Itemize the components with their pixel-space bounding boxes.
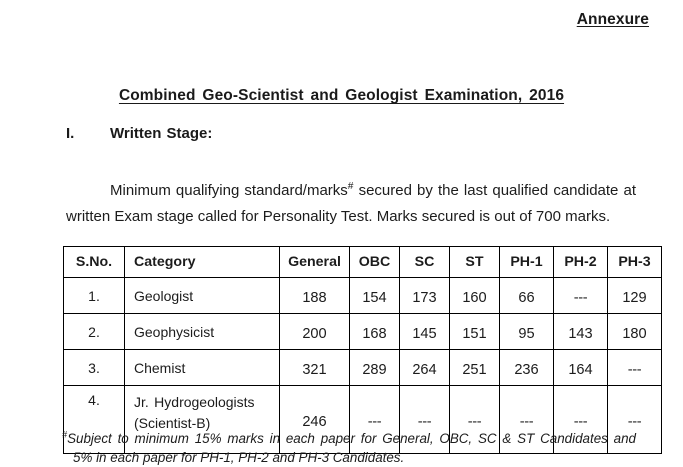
cell-general: 246 [280, 386, 350, 454]
cell-ph2: 143 [554, 314, 608, 350]
table-body [64, 278, 662, 454]
cell-sno: 3. [64, 350, 125, 386]
table-row [64, 314, 662, 350]
cell-general: 188 [280, 278, 350, 314]
cell-ph3: 129 [608, 278, 662, 314]
cell-category-line1: Jr. Hydrogeologists [134, 394, 255, 410]
cell-st: 160 [450, 278, 500, 314]
cell-sno: 1. [64, 278, 125, 314]
cell-obc: 154 [350, 278, 400, 314]
column-header-sno: S.No. [64, 247, 125, 278]
cell-ph2: --- [554, 386, 608, 454]
cell-ph1: --- [500, 386, 554, 454]
table-header [64, 247, 662, 278]
cell-sc: 145 [400, 314, 450, 350]
cell-ph1: 95 [500, 314, 554, 350]
column-header-sc: SC [400, 247, 450, 278]
cell-ph1: 236 [500, 350, 554, 386]
cell-ph3: --- [608, 350, 662, 386]
footnote-line-2: 5% in each paper for PH-1, PH-2 and PH-3 Candidates. [73, 450, 405, 465]
column-header-ph3: PH-3 [608, 247, 662, 278]
cell-general: 321 [280, 350, 350, 386]
footnote-marker: # [62, 429, 68, 440]
column-header-category: Category [125, 247, 280, 278]
cell-ph2: --- [554, 278, 608, 314]
section-number: I. [66, 125, 75, 142]
cell-sc: 264 [400, 350, 450, 386]
cell-st: --- [450, 386, 500, 454]
cell-sno: 2. [64, 314, 125, 350]
column-header-ph2: PH-2 [554, 247, 608, 278]
column-header-general: General [280, 247, 350, 278]
cell-sc: --- [400, 386, 450, 454]
cell-st: 251 [450, 350, 500, 386]
cell-obc: --- [350, 386, 400, 454]
column-header-st: ST [450, 247, 500, 278]
paragraph-part-2: secured by the last qualified candidate at written Exam stage called for Personality Test. Marks secured is out of 700 marks. [66, 182, 637, 225]
cell-category: Geophysicist [125, 314, 280, 350]
footnote-text-1: Subject to minimum 15% marks in each paper for General, OBC, SC & ST Candidates and [67, 431, 636, 446]
intro-paragraph [66, 178, 636, 229]
table-row [64, 278, 662, 314]
table-header-row [64, 247, 662, 278]
column-header-ph1: PH-1 [500, 247, 554, 278]
qualifying-marks-table [63, 246, 662, 454]
cell-obc: 168 [350, 314, 400, 350]
cell-ph3: --- [608, 386, 662, 454]
footnote-line-1 [62, 429, 636, 448]
page-title: Combined Geo-Scientist and Geologist Examination, 2016 [118, 87, 565, 104]
annexure-header [0, 11, 649, 29]
paragraph-part-1: Minimum qualifying standard/marks [110, 182, 348, 199]
cell-ph3: 180 [608, 314, 662, 350]
cell-obc: 289 [350, 350, 400, 386]
cell-st: 151 [450, 314, 500, 350]
paragraph-footnote-marker: # [347, 181, 354, 192]
document-title-row [0, 87, 683, 105]
section-heading [66, 125, 212, 142]
table-row [64, 350, 662, 386]
cell-ph2: 164 [554, 350, 608, 386]
cell-category: Chemist [125, 350, 280, 386]
cell-ph1: 66 [500, 278, 554, 314]
annexure-label: Annexure [576, 11, 649, 28]
table-footnote [62, 429, 636, 467]
column-header-obc: OBC [350, 247, 400, 278]
cell-general: 200 [280, 314, 350, 350]
section-label: Written Stage: [110, 125, 213, 142]
cell-sno: 4. [64, 386, 125, 454]
cell-category: Geologist [125, 278, 280, 314]
cell-sc: 173 [400, 278, 450, 314]
cell-category-line2: (Scientist-B) [134, 415, 211, 431]
